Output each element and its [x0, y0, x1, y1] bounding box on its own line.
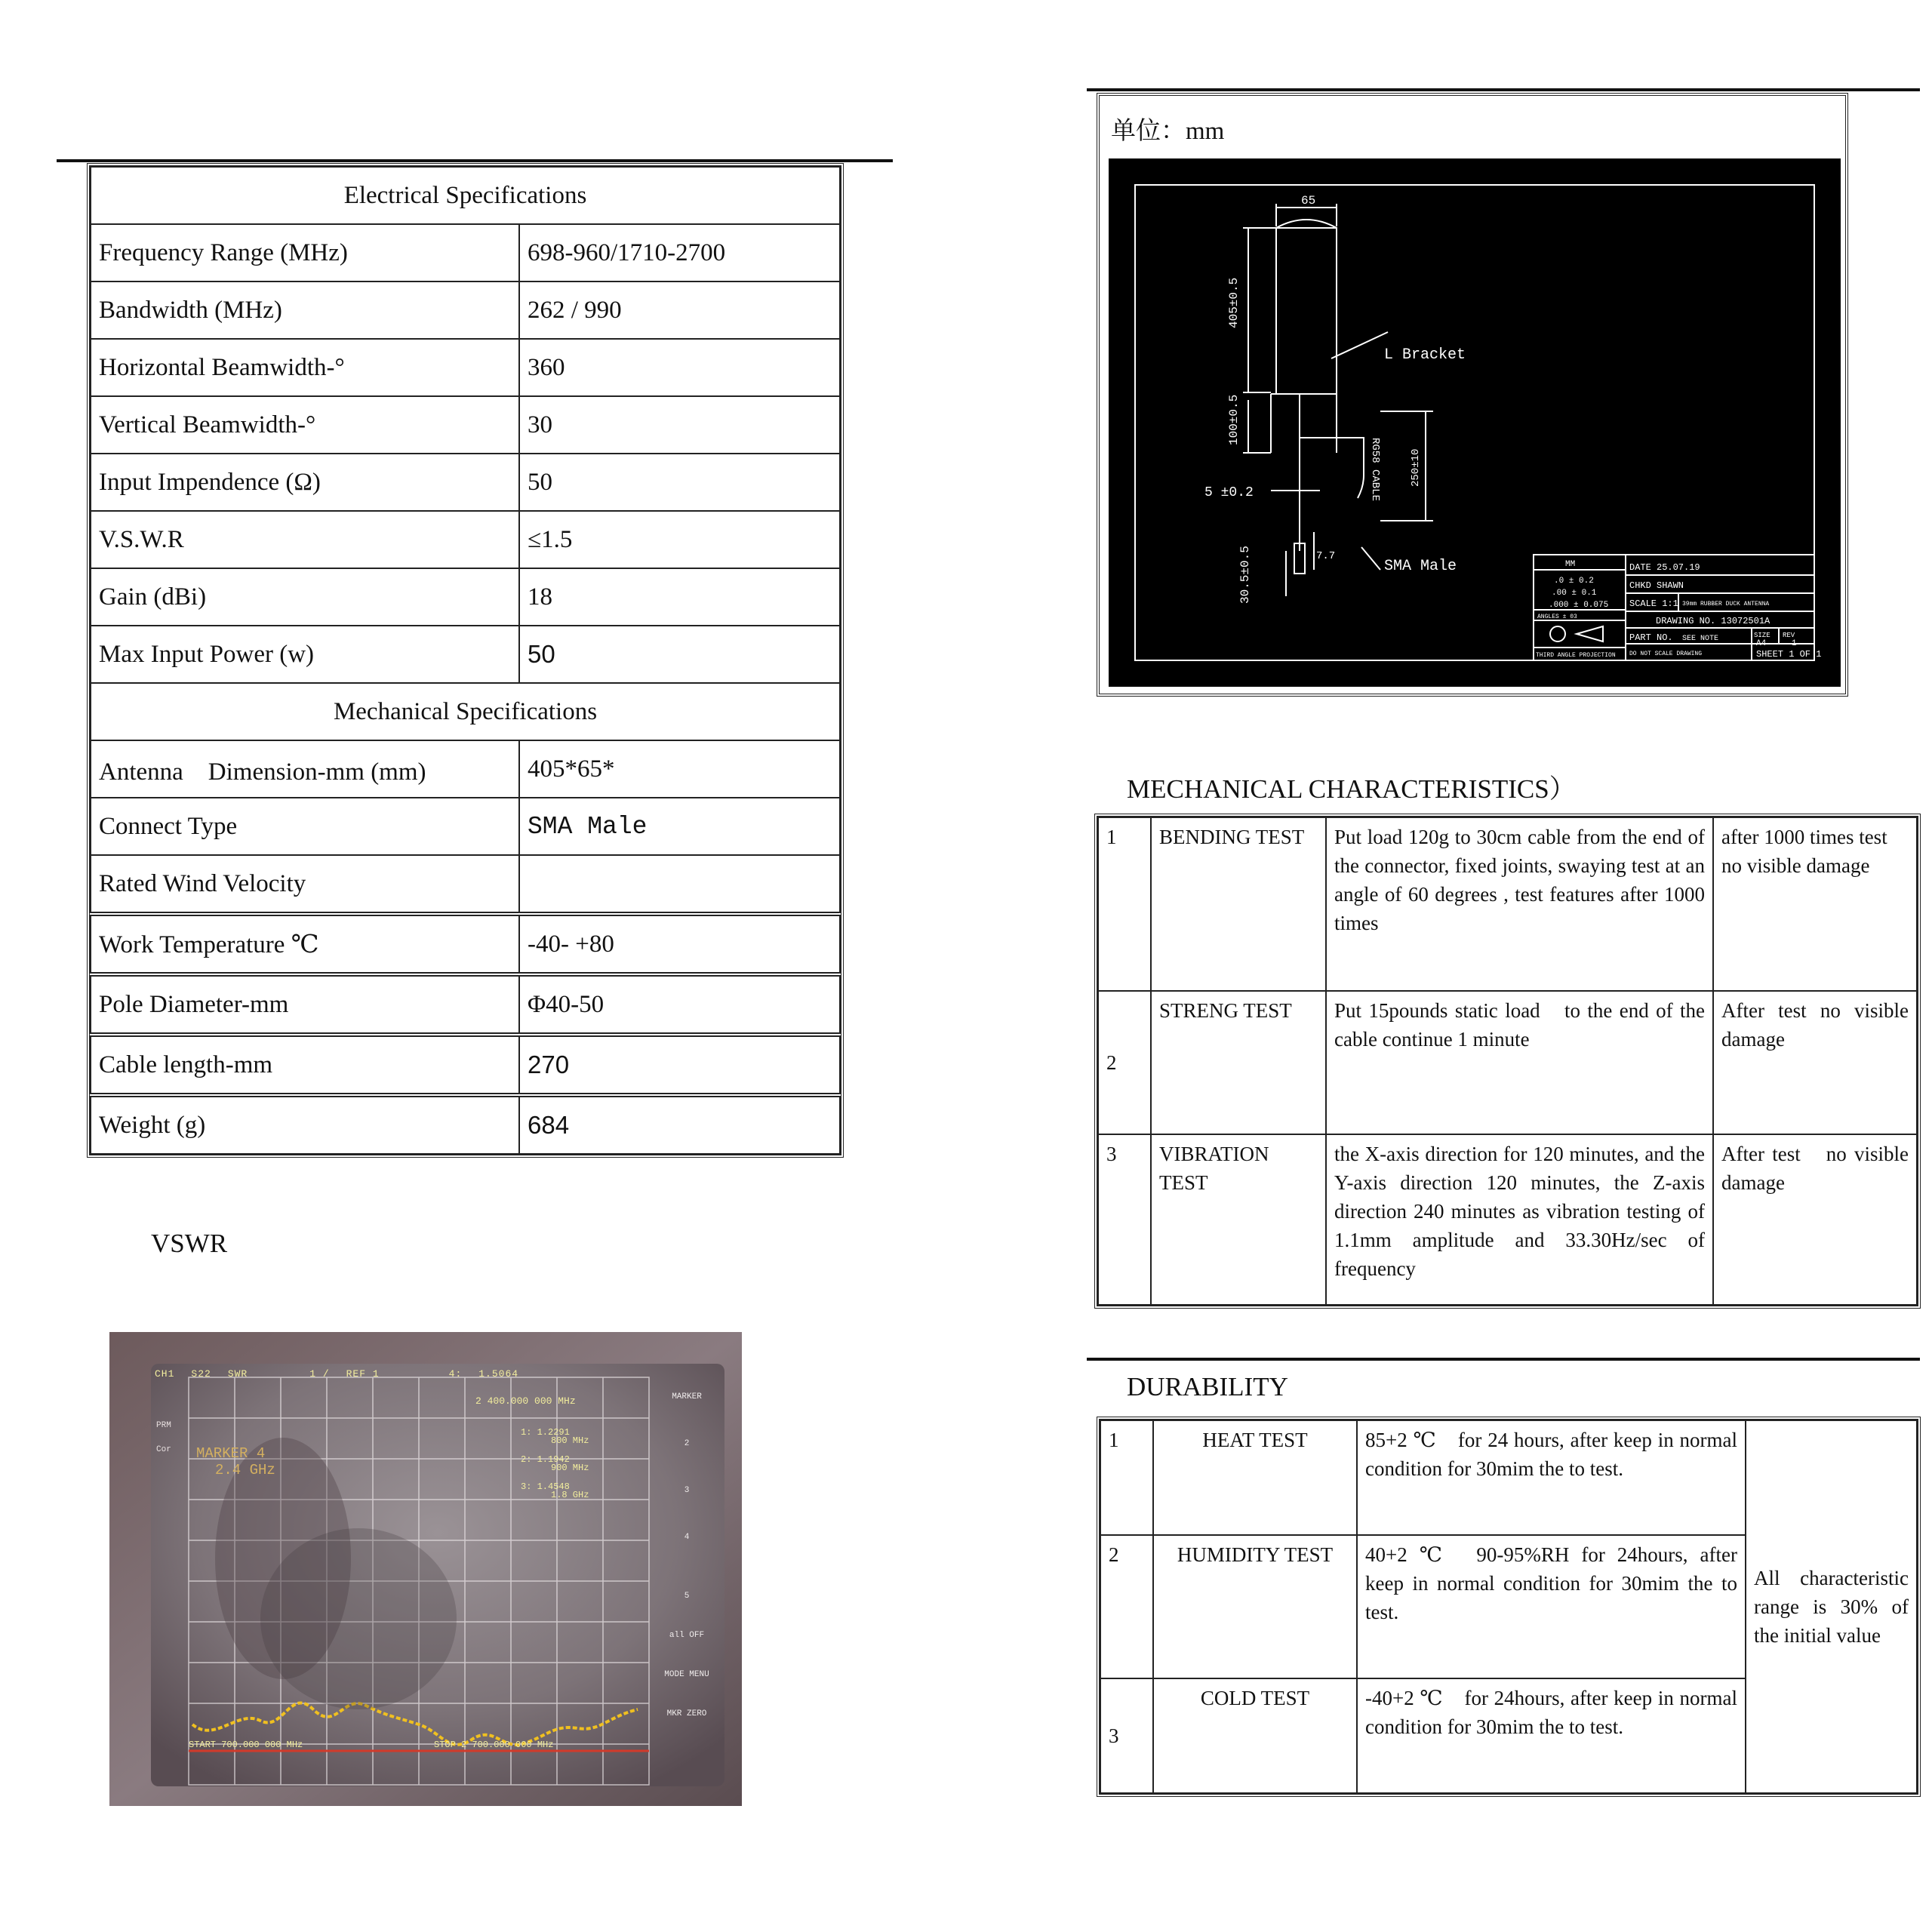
header-marker-value: 1.5064	[478, 1368, 519, 1380]
tb-size-label: SIZE	[1754, 632, 1770, 639]
spec-label: Cable length-mm	[91, 1035, 519, 1095]
analyzer-screen-svg	[109, 1332, 742, 1806]
mech-char-table	[1094, 814, 1921, 1309]
spec-value: 684	[519, 1095, 840, 1154]
dur-name: HEAT TEST	[1153, 1420, 1357, 1535]
spec-value: 50	[519, 626, 840, 683]
tb-mm: MM	[1565, 560, 1576, 569]
tb-rev-label: REV	[1783, 632, 1795, 639]
spec-label: Connect Type	[91, 798, 519, 855]
cable-route	[1300, 438, 1364, 498]
tb-scale: SCALE 1:1	[1629, 598, 1678, 609]
label-l-bracket: L Bracket	[1384, 346, 1466, 364]
readout-2: 2: 1.1942 900 MHz	[521, 1454, 589, 1473]
dur-result: All characteristic range is 30% of the initial value	[1746, 1420, 1917, 1793]
electrical-specs-title: Electrical Specifications	[91, 167, 840, 224]
spec-label: Gain (dBi)	[91, 568, 519, 626]
dur-desc: 40+2 ℃ 90-95%RH for 24hours, after keep in normal condition for 30mim the to test.	[1357, 1535, 1746, 1678]
dim-bracket: 100±0.5	[1227, 394, 1241, 445]
vswr-heading: VSWR	[151, 1229, 228, 1258]
side-label-prm: PRM	[156, 1421, 171, 1430]
mc-name: STRENG TEST	[1151, 991, 1326, 1134]
durability-rule	[1087, 1358, 1920, 1361]
dur-desc: 85+2 ℃ for 24 hours, after keep in normal condition for 30mim the to test.	[1357, 1420, 1746, 1535]
mc-result: After test no visible damage	[1713, 1134, 1917, 1305]
mc-no: 1	[1098, 817, 1151, 991]
spec-label: Work Temperature ℃	[91, 914, 519, 974]
mech-char-heading: MECHANICAL CHARACTERISTICS）	[1127, 774, 1576, 804]
top-right-rule	[1087, 88, 1920, 91]
tb-drawing-no: DRAWING NO. 13072501A	[1656, 616, 1770, 626]
tb-tol2: .00 ± 0.1	[1552, 589, 1597, 598]
header-scale: 1 /	[309, 1368, 330, 1380]
spec-label: Frequency Range (MHz)	[91, 224, 519, 281]
spec-value: 698-960/1710-2700	[519, 224, 840, 281]
dur-name: COLD TEST	[1153, 1678, 1357, 1793]
dur-desc: -40+2 ℃ for 24hours, after keep in normal condition for 30mim the to test.	[1357, 1678, 1746, 1793]
spec-value: 262 / 990	[519, 281, 840, 339]
dur-no: 3	[1100, 1678, 1153, 1793]
dim-connector: 30.5±0.5	[1238, 546, 1252, 604]
spec-label: Input Impendence (Ω)	[91, 454, 519, 511]
header-ref: REF 1	[346, 1368, 380, 1380]
drawing-unit: 单位：mm	[1111, 118, 1225, 145]
specifications-table	[87, 163, 844, 1158]
dur-name: HUMIDITY TEST	[1153, 1535, 1357, 1678]
spec-value: 18	[519, 568, 840, 626]
tb-sheet: SHEET 1 OF 1	[1756, 649, 1822, 660]
top-left-rule	[57, 159, 893, 162]
durability-table	[1097, 1417, 1921, 1797]
screen-header	[155, 1368, 518, 1380]
spec-value: SMA Male	[519, 798, 840, 855]
spec-value: 405*65*	[519, 740, 840, 798]
mc-no: 3	[1098, 1134, 1151, 1305]
spec-value: ≤1.5	[519, 511, 840, 568]
label-rg58: RG58 CABLE	[1369, 438, 1381, 502]
tb-date: DATE 25.07.19	[1629, 562, 1700, 573]
mc-result: After test no visible damage	[1713, 991, 1917, 1134]
tb-size: A4	[1756, 639, 1767, 648]
spec-label: Antenna Dimension-mm (mm)	[91, 740, 519, 798]
dim-height: 405±0.5	[1227, 277, 1241, 328]
tb-chkd: CHKD SHAWN	[1629, 580, 1684, 591]
spec-value: Φ40-50	[519, 974, 840, 1035]
dim-77: 7.7	[1316, 550, 1336, 562]
tb-no-scale: DO NOT SCALE DRAWING	[1629, 651, 1703, 657]
dim-5: 5 ±0.2	[1204, 485, 1254, 500]
spec-value: -40- +80	[519, 914, 840, 974]
sweep-start: START 700.000 000 MHz	[189, 1740, 303, 1750]
readout-1: 1: 1.2291 800 MHz	[521, 1427, 589, 1446]
l-bracket	[1271, 394, 1337, 453]
mc-name: BENDING TEST	[1151, 817, 1326, 991]
header-param: S22	[191, 1368, 211, 1380]
spec-label: Max Input Power (w)	[91, 626, 519, 683]
softkey-all-off[interactable]: all OFF	[669, 1631, 705, 1640]
header-channel: CH1	[155, 1368, 175, 1380]
spec-label: Pole Diameter-mm	[91, 974, 519, 1035]
antenna-cap	[1276, 220, 1337, 228]
dur-no: 2	[1100, 1535, 1153, 1678]
softkey-3[interactable]: 3	[684, 1486, 690, 1495]
mc-result: after 1000 times test no visible damage	[1713, 817, 1917, 991]
softkey-4[interactable]: 4	[684, 1533, 690, 1542]
mechanical-drawing-box	[1097, 93, 1848, 697]
softkey-marker[interactable]: MARKER	[672, 1392, 702, 1401]
tb-angles: ANGLES ± 03	[1537, 614, 1577, 620]
mc-name: VIBRATION TEST	[1151, 1134, 1326, 1305]
softkey-5[interactable]: 5	[684, 1592, 690, 1601]
marker-label: MARKER 4	[196, 1445, 266, 1462]
softkey-mkr-zero[interactable]: MKR ZERO	[666, 1709, 707, 1718]
marker-readouts	[521, 1429, 589, 1500]
spec-value	[519, 855, 840, 914]
dim-cable: 250±10	[1410, 448, 1422, 487]
header-format: SWR	[227, 1368, 248, 1380]
marker-value: 2.4 GHz	[215, 1462, 275, 1478]
marker-frequency: 2 400.000 000 MHz	[475, 1395, 576, 1407]
mc-desc: Put 15pounds static load to the end of the cable continue 1 minute	[1326, 991, 1713, 1134]
softkey-mode-menu[interactable]: MODE MENU	[664, 1670, 709, 1679]
dim-top: 65	[1301, 194, 1316, 208]
softkey-2[interactable]: 2	[684, 1439, 690, 1448]
spec-label: Horizontal Beamwidth-°	[91, 339, 519, 396]
spec-value: 30	[519, 396, 840, 454]
dur-no: 1	[1100, 1420, 1153, 1535]
header-marker-no: 4:	[448, 1368, 463, 1380]
readout-3: 3: 1.4548 1.8 GHz	[521, 1481, 589, 1500]
tb-tol1: .0 ± 0.2	[1554, 577, 1594, 586]
sweep-stop: STOP 2 700.000 000 MHz	[434, 1740, 554, 1750]
spec-value: 360	[519, 339, 840, 396]
tb-part-no: PART NO.	[1629, 632, 1673, 643]
tb-projection: THIRD ANGLE PROJECTION	[1536, 652, 1616, 659]
cad-drawing-svg	[1109, 158, 1841, 687]
spec-value: 270	[519, 1035, 840, 1095]
mc-no: 2	[1098, 991, 1151, 1134]
mechanical-specs-title: Mechanical Specifications	[91, 683, 840, 740]
spec-label: Bandwidth (MHz)	[91, 281, 519, 339]
antenna-body	[1276, 228, 1337, 394]
tb-name: 39mm RUBBER DUCK ANTENNA	[1682, 601, 1770, 608]
spec-value: 50	[519, 454, 840, 511]
tb-see-note: SEE NOTE	[1682, 635, 1719, 643]
mc-desc: the X-axis direction for 120 minutes, and the Y-axis direction 120 minutes, the Z-axis direction 240 minutes as vibration testing of 1.1mm amplitude and 33.30Hz/sec of frequency	[1326, 1134, 1713, 1305]
side-label-cor: Cor	[156, 1445, 171, 1454]
mc-desc: Put load 120g to 30cm cable from the end of the connector, fixed joints, swaying test at an angle of 60 degrees , test features after 1000 times	[1326, 817, 1713, 991]
durability-heading: DURABILITY	[1127, 1372, 1288, 1401]
softkey-panel	[649, 1392, 724, 1732]
spec-label: Rated Wind Velocity	[91, 855, 519, 914]
spec-label: Weight (g)	[91, 1095, 519, 1154]
spec-label: Vertical Beamwidth-°	[91, 396, 519, 454]
label-sma-male: SMA Male	[1384, 558, 1457, 575]
vswr-analyzer-photo	[109, 1332, 742, 1806]
cad-drawing	[1109, 158, 1841, 687]
tb-tol3: .000 ± 0.075	[1549, 601, 1609, 610]
tb-rev: 1	[1792, 639, 1797, 648]
spec-label: V.S.W.R	[91, 511, 519, 568]
